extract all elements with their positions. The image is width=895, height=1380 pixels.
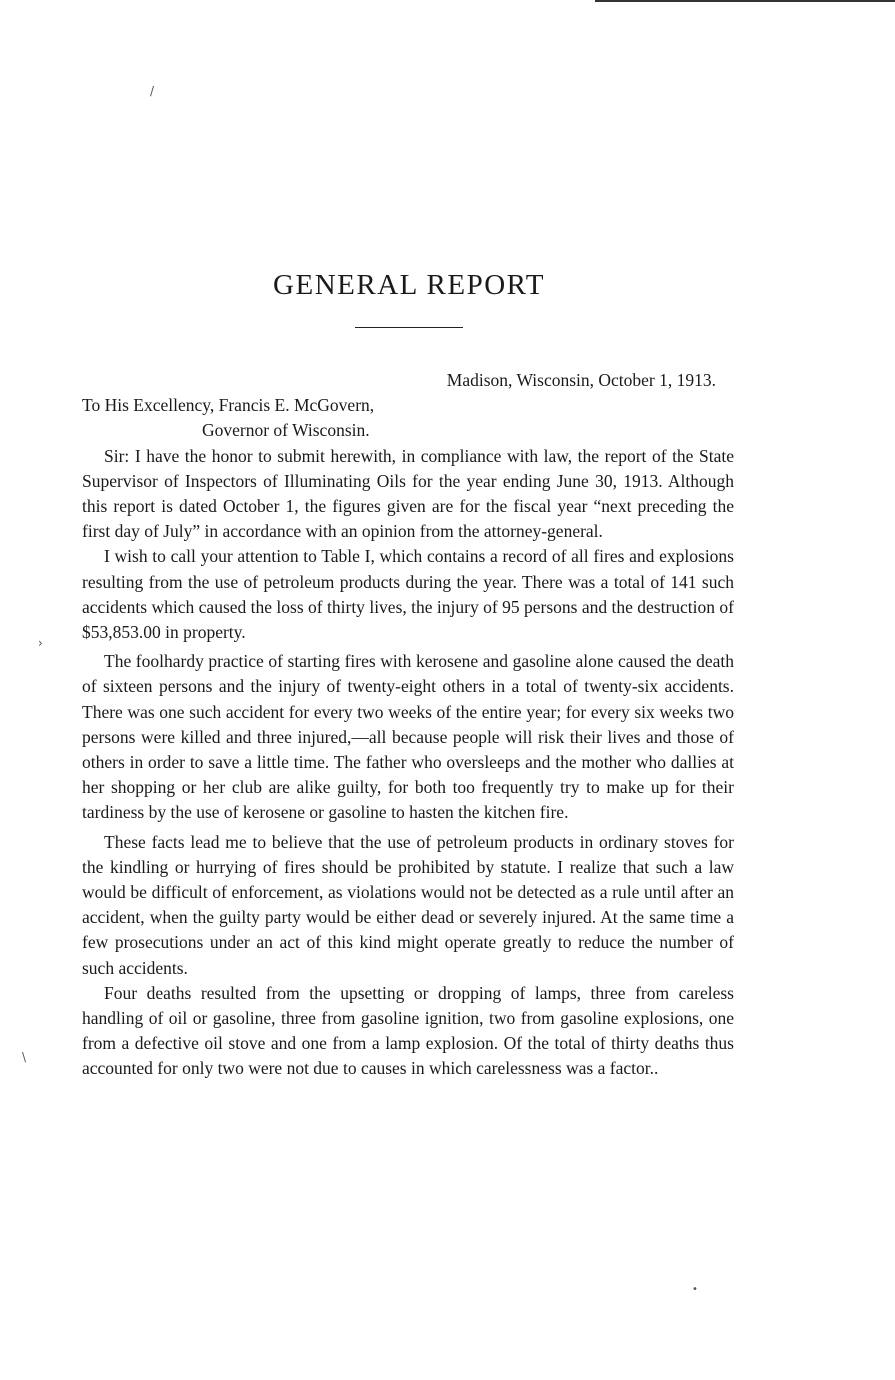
title-divider — [355, 327, 463, 328]
dateline: Madison, Wisconsin, October 1, 1913. — [446, 370, 716, 390]
paragraph: The foolhardy practice of starting fires with kerosene and gasoline alone caused the death of sixteen persons and the injury of twenty-eight others in a total of twenty-six accidents. There was one such accident for every two weeks of the entire year; for every six weeks two persons were killed and three injured,—all because people will risk their lives and those of others in order to save a little time. The father who oversleeps and the mother who dallies at her shopping or her club are alike guilty, for both too frequently try to make up for their tardiness by the use of kerosene or gasoline to hasten the kitchen fire. — [82, 651, 734, 823]
scan-mark: › — [38, 636, 43, 650]
addressee-title: Governor of Wisconsin. — [202, 420, 370, 441]
scan-mark: • — [692, 1284, 698, 1295]
paragraph: These facts lead me to believe that the use of petroleum products in ordinary stoves for the kindling or hurrying of fires should be prohibited by statute. I realize that such a law would be difficult of enforcement, as violations would not be detected as a rule until after an accident, when the guilty party would be either dead or severely injured. At the same time a few prosecutions under an act of this kind might operate greatly to reduce the number of such accidents. — [82, 831, 734, 978]
report-body — [82, 368, 734, 1082]
page-title: GENERAL REPORT — [273, 269, 545, 302]
scan-mark: / — [150, 84, 155, 98]
paragraph: Four deaths resulted from the upsetting or dropping of lamps, three from careless handling of oil or gasoline, three from gasoline ignition, two from gasoline explosions, one from a defective oil stove and one from a lamp explosion. Of the total of thirty deaths thus accounted for only two were not due to causes in which carelessness was a factor.. — [82, 982, 734, 1079]
paragraph: Sir: I have the honor to submit herewith, in compliance with law, the report of the State Supervisor of Inspectors of Illuminating Oils for the year ending June 30, 1913. Although this report is dated October 1, the figures given are for the fiscal year “next preceding the first day of July” in accordance with an opinion from the attorney-general. — [82, 445, 734, 542]
scan-mark: \ — [22, 1050, 27, 1064]
paragraph: I wish to call your attention to Table I, which contains a record of all fires and explosions resulting from the use of petroleum products during the year. There was a total of 141 such accidents which caused the loss of thirty lives, the injury of 95 persons and the destruction of $53,853.00 in property. — [82, 546, 734, 643]
addressee: To His Excellency, Francis E. McGovern, — [82, 395, 375, 416]
scan-edge-line — [595, 0, 895, 2]
